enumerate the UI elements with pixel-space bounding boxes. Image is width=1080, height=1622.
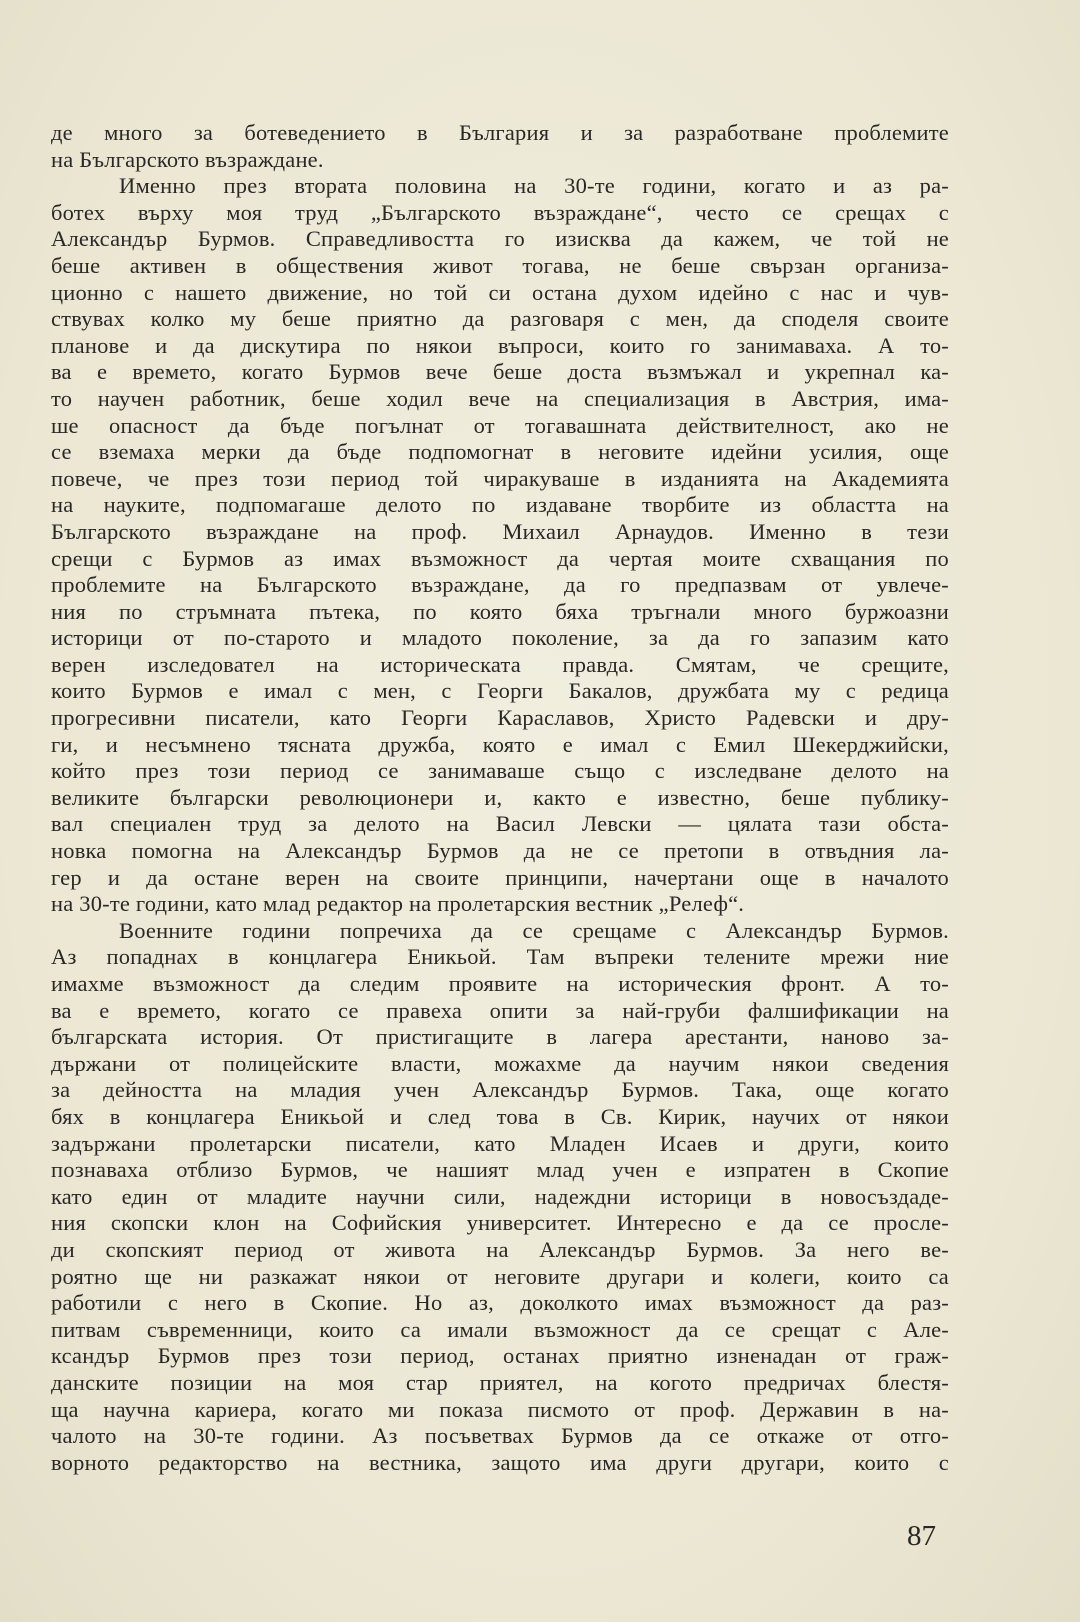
text-line: вал специален труд за делото на Васил Левски — цялата тази обста- xyxy=(51,811,949,837)
text-line: ва е времето, когато Бурмов вече беше доста възмъжал и укрепнал ка- xyxy=(51,359,949,385)
text-line: верен изследовател на историческата правда. Смятам, че срещите, xyxy=(51,651,949,677)
text-line: ботех върху моя труд „Българското възраждане“, често се срещах с xyxy=(51,199,949,225)
text-line: задържани пролетарски писатели, като Младен Исаев и други, които xyxy=(51,1130,949,1156)
text-line: новка помогна на Александър Бурмов да не се претопи в отвъдния ла- xyxy=(51,838,949,864)
text-line: Именно през втората половина на 30-те години, когато и аз ра- xyxy=(119,173,949,199)
text-line: държани от полицейските власти, можахме да научим някои сведения xyxy=(51,1050,949,1076)
text-line: повече, че през този период той чиракуваше в изданията на Академията xyxy=(51,465,949,491)
text-line: Аз попаднах в концлагера Еникьой. Там въпреки телените мрежи ние xyxy=(51,944,949,970)
text-line: Военните години попречиха да се срещаме с Александър Бурмов. xyxy=(119,917,949,943)
text-line: ва е времето, когато се правеха опити за най-груби фалшификации на xyxy=(51,997,949,1023)
text-line: Българското възраждане на проф. Михаил Арнаудов. Именно в тези xyxy=(51,518,949,544)
text-line: проблемите на Българското възраждане, да го предпазвам от увлече- xyxy=(51,572,949,598)
text-line: ствувах колко му беше приятно да разговаря с мен, да споделя своите xyxy=(51,306,949,332)
text-line: на Българското възраждане. xyxy=(51,146,324,172)
text-line: чалото на 30-те години. Аз посъветвах Бурмов да се откаже от отго- xyxy=(51,1423,949,1449)
text-line: ния скопски клон на Софийския университет. Интересно е да се просле- xyxy=(51,1210,949,1236)
text-line: които Бурмов е имал с мен, с Георги Бакалов, дружбата му с редица xyxy=(51,678,949,704)
text-line: ционно с нашето движение, но той си остана духом идейно с нас и чув- xyxy=(51,279,949,305)
text-line: като един от младите научни сили, надеждни историци в новосъздаде- xyxy=(51,1183,949,1209)
text-line: то научен работник, беше ходил вече на специализация в Австрия, има- xyxy=(51,385,949,411)
text-line: ше опасност да бъде погълнат от тогавашната действителност, ако не xyxy=(51,412,949,438)
text-line: за дейността на младия учен Александър Бурмов. Така, още когато xyxy=(51,1077,949,1103)
text-line: де много за ботеведението в България и за разработване проблемите xyxy=(51,120,949,145)
page-number: 87 xyxy=(907,1520,936,1552)
text-line: Александър Бурмов. Справедливостта го изисква да кажем, че той не xyxy=(51,226,949,252)
text-line: срещи с Бурмов аз имах възможност да чертая моите схващания по xyxy=(51,545,949,571)
text-line: планове и да дискутира по някои въпроси, които го занимаваха. А то- xyxy=(51,332,949,358)
text-line: имахме възможност да следим проявите на историческия фронт. А то- xyxy=(51,971,949,996)
text-line: ща научна кариера, когато ми показа писмото от проф. Державин в на- xyxy=(51,1396,949,1422)
text-line: беше активен в обществения живот тогава, не беше свързан организа- xyxy=(51,252,949,278)
text-line: ги, и несъмнено тясната дружба, която е имал с Емил Шекерджийски, xyxy=(51,731,949,757)
text-line: великите български революционери и, както е известно, беше публику- xyxy=(51,784,949,810)
text-line: ния по стръмната пътека, по която бяха тръгнали много буржоазни xyxy=(51,598,949,624)
text-line: ворното редакторство на вестника, защото има други другари, които с xyxy=(51,1449,949,1475)
body-text xyxy=(51,120,949,1476)
text-line: бях в концлагера Еникьой и след това в Св. Кирик, научих от някои xyxy=(51,1103,949,1129)
text-line: прогресивни писатели, като Георги Караславов, Христо Радевски и дру- xyxy=(51,705,949,731)
text-line: на науките, подпомагаше делото по издаване творбите из областта на xyxy=(51,492,949,518)
text-line: данските позиции на моя стар приятел, на когото предричах блестя- xyxy=(51,1369,949,1395)
text-line: питвам съвременници, които са имали възможност да се срещат с Але- xyxy=(51,1316,949,1342)
text-line: гер и да остане верен на своите принципи, начертани още в началото xyxy=(51,864,949,890)
text-line: ксандър Бурмов през този период, останах приятно изненадан от граж- xyxy=(51,1343,949,1369)
text-line: ди скопският период от живота на Александър Бурмов. За него ве- xyxy=(51,1236,949,1262)
text-line: се вземаха мерки да бъде подпомогнат в неговите идейни усилия, още xyxy=(51,439,949,465)
text-line: българската история. От пристигащите в лагера арестанти, наново за- xyxy=(51,1024,949,1050)
text-line: който през този период се занимаваше също с изследване делото на xyxy=(51,758,949,784)
text-line: познаваха отблизо Бурмов, че нашият млад учен е изпратен в Скопие xyxy=(51,1157,949,1183)
text-line: историци от по-старото и младото поколение, за да го запазим като xyxy=(51,625,949,651)
text-line: роятно ще ни разкажат някои от неговите другари и колеги, които са xyxy=(51,1263,949,1289)
text-line: на 30-те години, като млад редактор на пролетарския вестник „Релеф“. xyxy=(51,891,745,917)
text-line: работили с него в Скопие. Но аз, доколкото имах възможност да раз- xyxy=(51,1290,949,1316)
